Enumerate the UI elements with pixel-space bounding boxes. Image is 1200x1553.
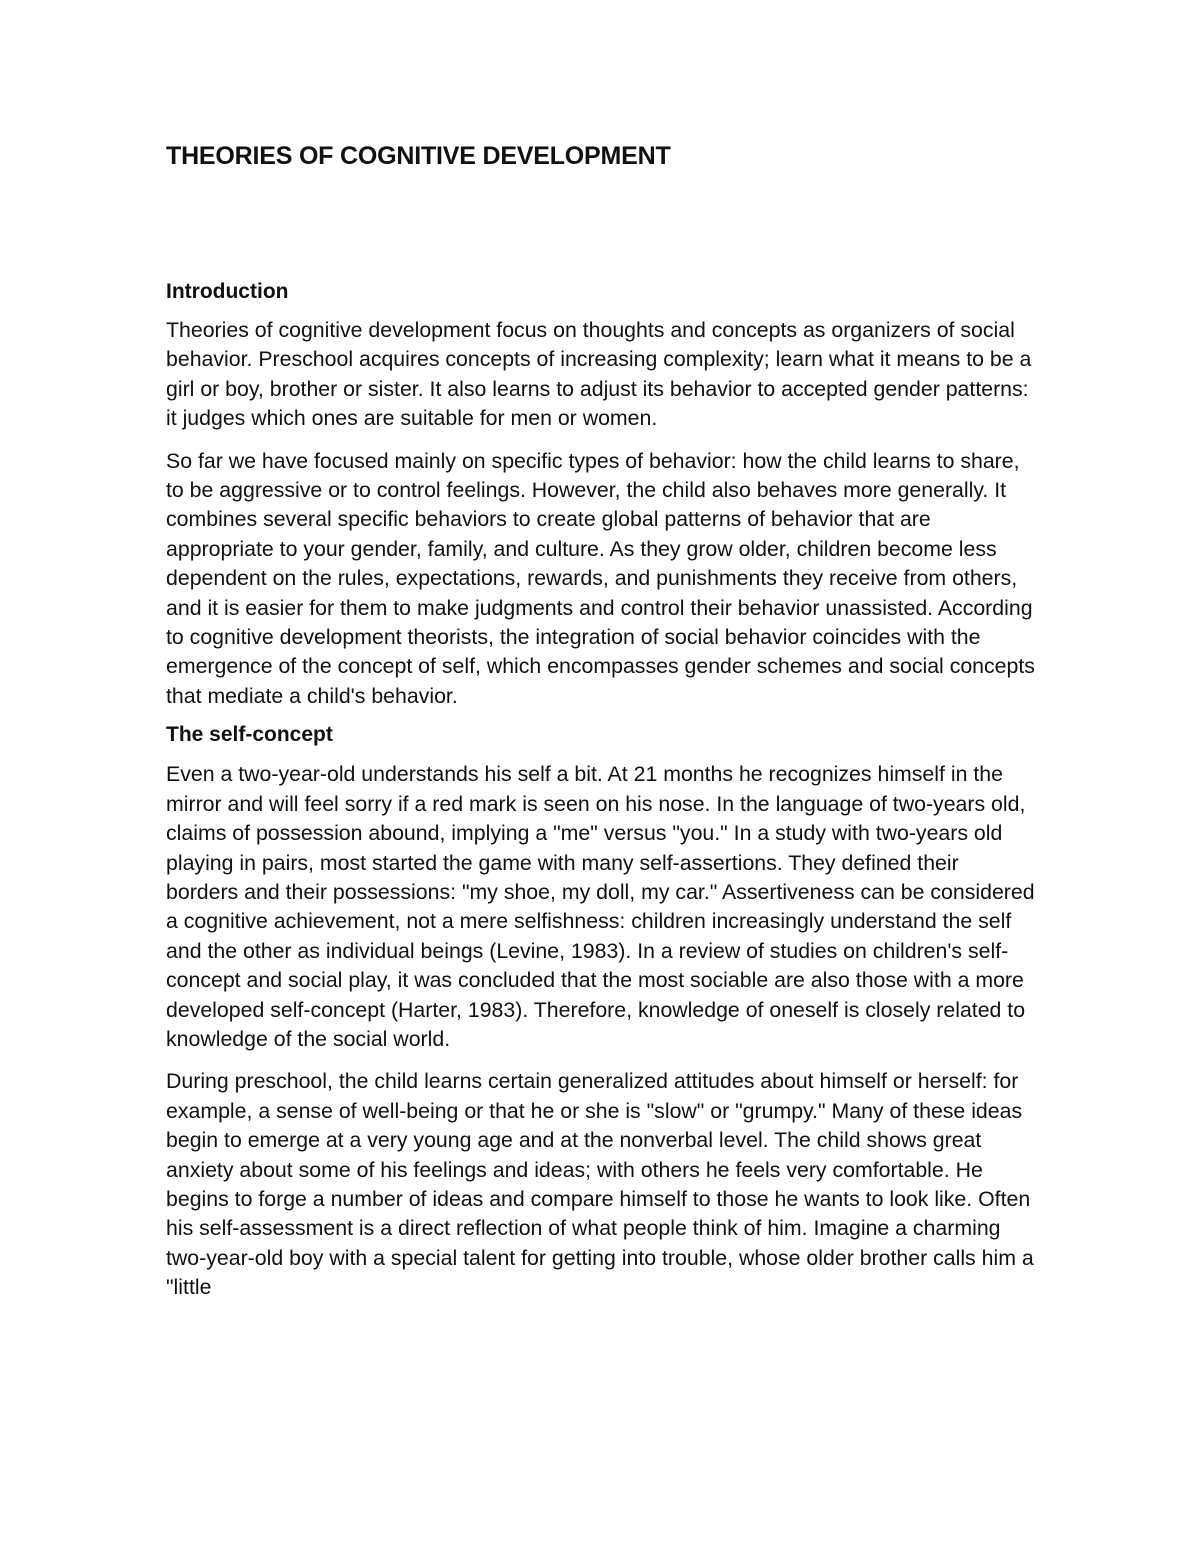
paragraph-introduction-1: Theories of cognitive development focus on thoughts and concepts as organizers of social behavior. Preschool acquires concepts of increasing complexity; learn what it means to be a girl or boy, brother or sister. It also learns to adjust its behavior to accepted gender patterns: it judges which ones are suitable for men or women.	[166, 318, 1032, 431]
section-heading-introduction: Introduction	[166, 280, 289, 303]
paragraph-self-concept-2: During preschool, the child learns certain generalized attitudes about himself or herself: for example, a sense of well-being or that he or she is "slow" or "grumpy." Many of these ideas begin to emerge at a very young age and at the nonverbal level. The child shows great anxiety about some of his feelings and ideas; with others he feels very comfortable. He begins to forge a number of ideas and compare himself to those he wants to look like. Often his self-assessment is a direct reflection of what people think of him. Imagine a charming two-year-old boy with a special talent for getting into trouble, whose older brother calls him a "little	[166, 1069, 1034, 1300]
paragraph-introduction-2: So far we have focused mainly on specific types of behavior: how the child learns to share, to be aggressive or to control feelings. However, the child also behaves more generally. It combines several specific behaviors to create global patterns of behavior that are appropriate to your gender, family, and culture. As they grow older, children become less dependent on the rules, expectations, rewards, and punishments they receive from others, and it is easier for them to make judgments and control their behavior unassisted. According to cognitive development theorists, the integration of social behavior coincides with the emergence of the concept of self, which encompasses gender schemes and social concepts that mediate a child's behavior.	[166, 448, 1035, 708]
section-heading-self-concept: The self-concept	[166, 723, 333, 747]
paragraph-self-concept-1: Even a two-year-old understands his self a bit. At 21 months he recognizes himself in the mirror and will feel sorry if a red mark is seen on his nose. In the language of two-years old, claims of possession abound, implying a "me" versus "you." In a study with two-years old playing in pairs, most started the game with many self-assertions. They defined their borders and their possessions: "my shoe, my doll, my car." Assertiveness can be considered a cognitive achievement, not a mere selfishness: children increasingly understand the self and the other as individual beings (Levine, 1983). In a review of studies on children's self-concept and social play, it was concluded that the most sociable are also those with a more developed self-concept (Harter, 1983). Therefore, knowledge of oneself is closely related to knowledge of the social world.	[166, 762, 1035, 1051]
document-body	[166, 138, 1036, 1303]
document-title: THEORIES OF COGNITIVE DEVELOPMENT	[166, 142, 671, 170]
